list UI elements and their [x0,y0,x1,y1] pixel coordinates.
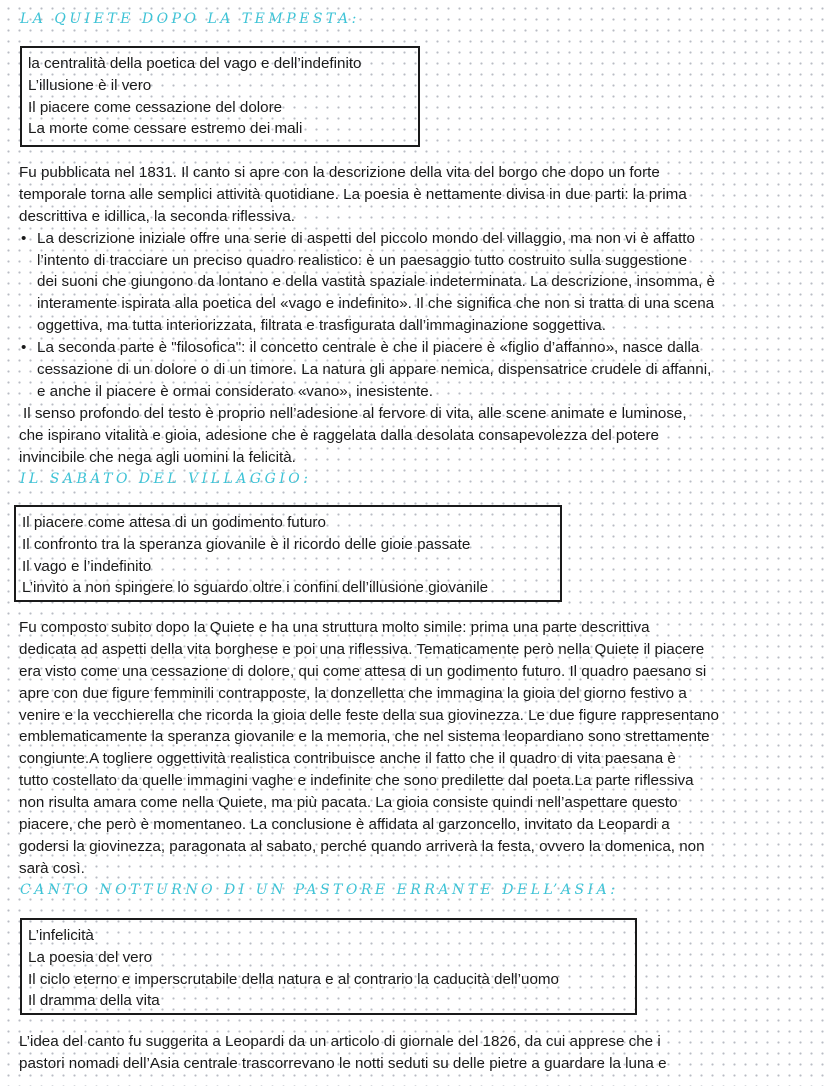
summary-line: L’infelicità [28,927,94,944]
text-line: era visto come una cessazione di dolore, qui come attesa di un godimento futuro. Il quadro paesano si [19,662,707,680]
summary-line: Il piacere come attesa di un godimento futuro [22,514,326,531]
summary-line: L’illusione è il vero [28,76,152,94]
text-line: Il senso profondo del testo è proprio nell’adesione al fervore di vita, alle scene animate e luminose, [23,404,687,422]
text-line: sarà così. [19,859,85,877]
text-line: e anche il piacere è ormai considerato «vano», inesistente. [37,382,433,400]
summary-line: Il confronto tra la speranza giovanile è il ricordo delle gioie passate [22,535,471,553]
summary-line: Il ciclo eterno e imperscrutabile della natura e al contrario la caducità dell’uomo [28,970,559,988]
summary-line: L’invito a non spingere lo sguardo oltre i confini dell’illusione giovanile [22,579,489,597]
text-line: dedicata ad aspetti della vita borghese e poi una riflessiva. Tematicamente però nella Quiete il piacere [19,640,705,658]
text-line: non risulta amara come nella Quiete, ma più pacata. La gioia consiste quindi nell’aspettare questo [19,794,678,812]
summary-box-sabato [14,505,562,602]
summary-line: La poesia del vero [28,948,153,966]
text-line: invincibile che nega agli uomini la felicità. [19,448,296,466]
text-line: interamente ispirata alla poetica del «vago e indefinito». Il che significa che non si tratta di una scena [37,295,715,313]
text-line: Fu pubblicata nel 1831. Il canto si apre con la descrizione della vita del borgo che dopo un forte [19,164,660,181]
text-line: apre con due figure femminili contrapposte, la donzelletta che immagina la gioia del giorno festivo a [19,684,687,702]
bullet-line: • La seconda parte è "filosofica": il concetto centrale è che il piacere è «figlio d’affanno», nasce dalla [19,337,809,359]
summary-line: Il dramma della vita [28,992,160,1010]
summary-line: Il piacere come cessazione del dolore [28,98,283,116]
section-heading-canto-notturno: CANTO NOTTURNO DI UN PASTORE ERRANTE DELL’ASIA: [20,882,619,898]
text-line: oggettiva, ma tutta interiorizzata, filtrata e trasfigurata dall’immaginazione soggettiva. [37,317,606,335]
text-line: venire e la vecchierella che ricorda la gioia delle feste della sua giovinezza. Le due figure rappresentano [19,706,719,724]
text-line: Fu composto subito dopo la Quiete e ha una struttura molto simile: prima una parte descrittiva [19,619,650,636]
text-line: pastori nomadi dell’Asia centrale trascorrevano le notti seduti su delle pietre a guardare la luna e [19,1054,667,1072]
text-line: che ispirano vitalità e gioia, adesione che è raggelata dalla desolata consapevolezza del potere [19,426,659,444]
bullet-line: • La descrizione iniziale offre una serie di aspetti del piccolo mondo del villaggio, ma non vi è affatto [19,228,809,250]
text-line: cessazione di un dolore o di un timore. La natura gli appare nemica, dispensatrice crudele di affanni, [37,361,712,379]
summary-line: la centralità della poetica del vago e dell’indefinito [28,55,362,72]
text-canto-notturno [19,1031,809,1075]
summary-box-quiete [20,46,420,147]
text-line: godersi la giovinezza, paragonata al sabato, perché quando arriverà la festa, ovvero la domenica, non [19,837,705,855]
section-heading-quiete: LA QUIETE DOPO LA TEMPESTA: [20,11,360,27]
section-heading-sabato: IL SABATO DEL VILLAGGIO: [20,471,312,487]
text-sabato [19,617,809,880]
text-line: emblematicamente la speranza giovanile e la memoria, che nel sistema leopardiano sono strettamente [19,728,710,746]
text-line: dei suoni che giungono da lontano e della vastità spaziale indeterminata. La descrizione, insomma, è [37,273,715,291]
summary-line: La morte come cessare estremo dei mali [28,120,303,138]
text-line: piacere, che però è momentaneo. La conclusione è affidata al garzoncello, invitato da Leopardi a [19,816,670,834]
text-quiete [19,162,809,468]
text-line: l’intento di tracciare un preciso quadro realistico: è un paesaggio tutto costruito sulla suggestione [37,251,688,269]
text-line: tutto costellato da quelle immagini vaghe e indefinite che sono predilette dal poeta.La parte riflessiva [19,772,694,790]
text-line: temporale torna alle semplici attività quotidiane. La poesia è nettamente divisa in due parti: la prima [19,185,687,203]
text-line: descrittiva e idillica, la seconda riflessiva. [19,207,296,225]
summary-box-canto-notturno [20,918,637,1015]
text-line: congiunte.A togliere oggettività realistica contribuisce anche il fatto che il quadro di vita paesana è [19,750,676,768]
summary-line: Il vago e l’indefinito [22,557,152,575]
text-line: L’idea del canto fu suggerita a Leopardi da un articolo di giornale del 1826, da cui apprese che i [19,1033,661,1050]
